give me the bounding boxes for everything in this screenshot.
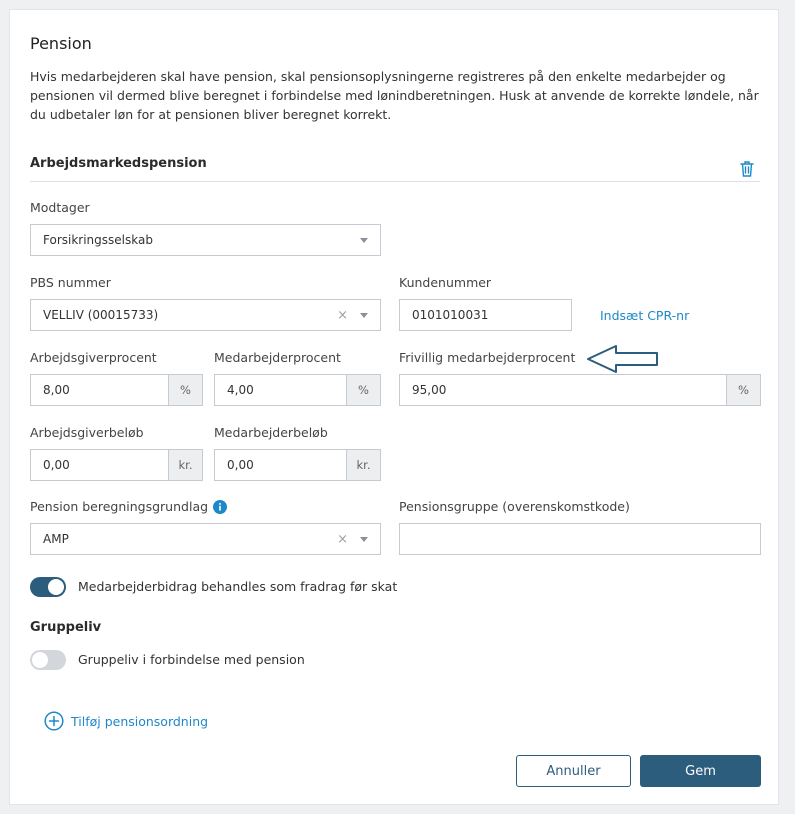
percent-addon: %: [346, 375, 380, 405]
medarbejderprocent-label: Medarbejderprocent: [214, 350, 341, 365]
arbejdsgiverbelob-label: Arbejdsgiverbeløb: [30, 425, 144, 440]
pension-card: [9, 9, 779, 805]
info-icon[interactable]: [213, 500, 227, 514]
page-description: Hvis medarbejderen skal have pension, skal pensionsoplysningerne registreres på den enkelte medarbejder og pensionen vil dermed blive beregnet i forbindelse med lønindberetningen. Husk at anvende de korrekte løndele, når du udbetaler løn for at pensionen bliver beregnet korrekt.: [30, 69, 759, 122]
arbejdsgiverprocent-value: 8,00: [43, 383, 70, 397]
plus-circle-icon: [44, 711, 64, 731]
gruppeliv-toggle-label: Gruppeliv i forbindelse med pension: [78, 652, 305, 667]
clear-icon[interactable]: ×: [337, 307, 348, 323]
modtager-select[interactable]: [30, 224, 381, 256]
pbs-label: PBS nummer: [30, 275, 111, 290]
kr-addon: kr.: [346, 450, 380, 480]
kundenummer-label: Kundenummer: [399, 275, 492, 290]
percent-addon: %: [168, 375, 202, 405]
clear-icon[interactable]: ×: [337, 531, 348, 547]
beregningsgrundlag-label-row: [30, 499, 227, 514]
pensionsgruppe-input[interactable]: [399, 523, 761, 555]
kr-addon: kr.: [168, 450, 202, 480]
arrow-left-icon: [585, 343, 665, 375]
frivillig-label: Frivillig medarbejderprocent: [399, 350, 576, 365]
fradrag-toggle[interactable]: [30, 577, 66, 597]
fradrag-toggle-label: Medarbejderbidrag behandles som fradrag før skat: [78, 579, 398, 594]
page-title: Pension: [30, 34, 92, 53]
medarbejderbelob-label: Medarbejderbeløb: [214, 425, 328, 440]
cancel-button[interactable]: Annuller: [516, 755, 631, 787]
modtager-value: Forsikringsselskab: [43, 233, 153, 247]
frivillig-value: 95,00: [412, 383, 447, 397]
gruppeliv-title: Gruppeliv: [30, 620, 102, 635]
toggle-knob: [32, 652, 48, 668]
beregningsgrundlag-select[interactable]: [30, 523, 381, 555]
chevron-down-icon: [360, 537, 368, 542]
beregningsgrundlag-value: AMP: [43, 532, 69, 546]
save-button[interactable]: Gem: [640, 755, 761, 787]
arbejdsgiverprocent-input[interactable]: [30, 374, 203, 406]
trash-icon[interactable]: [739, 160, 755, 178]
modtager-label: Modtager: [30, 200, 90, 215]
percent-addon: %: [726, 375, 760, 405]
pbs-value: VELLIV (00015733): [43, 308, 159, 322]
section-title: Arbejdsmarkedspension: [30, 156, 207, 171]
chevron-down-icon: [360, 313, 368, 318]
medarbejderprocent-value: 4,00: [227, 383, 254, 397]
kundenummer-value: 0101010031: [412, 308, 489, 322]
gruppeliv-toggle[interactable]: [30, 650, 66, 670]
pbs-select[interactable]: [30, 299, 381, 331]
toggle-knob: [48, 579, 64, 595]
frivillig-input[interactable]: [399, 374, 761, 406]
pensionsgruppe-label: Pensionsgruppe (overenskomstkode): [399, 499, 630, 514]
arbejdsgiverbelob-input[interactable]: [30, 449, 203, 481]
add-pension-button[interactable]: [44, 711, 208, 731]
kundenummer-input[interactable]: [399, 299, 572, 331]
arbejdsgiverprocent-label: Arbejdsgiverprocent: [30, 350, 157, 365]
medarbejderbelob-input[interactable]: [214, 449, 381, 481]
insert-cpr-link[interactable]: Indsæt CPR-nr: [600, 308, 690, 323]
arbejdsgiverbelob-value: 0,00: [43, 458, 70, 472]
medarbejderbelob-value: 0,00: [227, 458, 254, 472]
chevron-down-icon: [360, 238, 368, 243]
add-pension-label: Tilføj pensionsordning: [71, 713, 209, 729]
beregningsgrundlag-label: Pension beregningsgrundlag: [30, 499, 209, 514]
section-divider: [30, 181, 760, 182]
medarbejderprocent-input[interactable]: [214, 374, 381, 406]
